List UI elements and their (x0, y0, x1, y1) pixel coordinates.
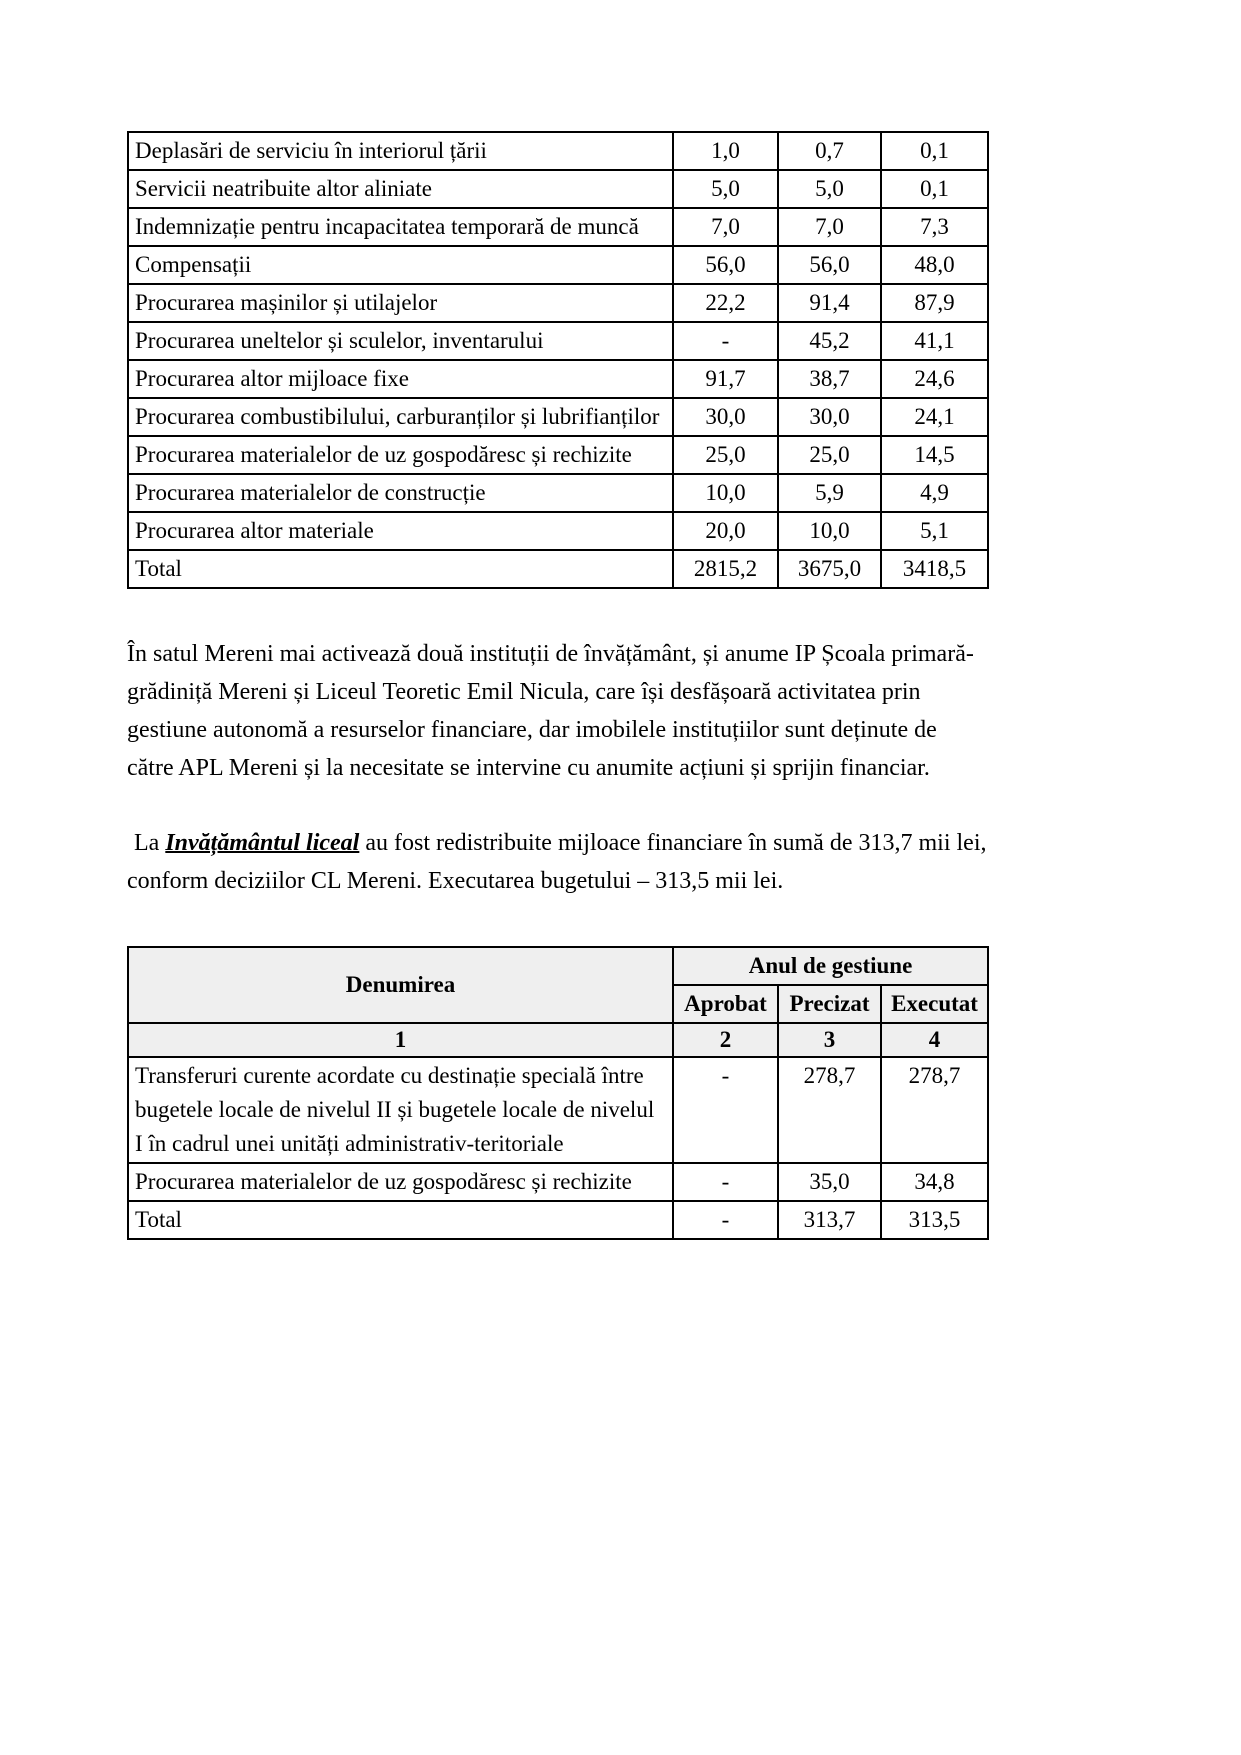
header-row-main (128, 947, 988, 985)
row-value: 5,9 (778, 474, 881, 512)
row-label: Total (128, 550, 673, 588)
table-row (128, 550, 988, 588)
budget-execution-table-body (128, 132, 988, 588)
row-value: 24,1 (881, 398, 988, 436)
row-value: 91,4 (778, 284, 881, 322)
row-value: - (673, 322, 778, 360)
emphasis-invatamantul-liceal: Invățământul liceal (165, 830, 360, 856)
liceal-transfers-table-header (128, 947, 988, 1057)
table-row (128, 436, 988, 474)
header-precizat: Precizat (778, 985, 881, 1023)
row-label: Procurarea altor materiale (128, 512, 673, 550)
index-col-2: 2 (673, 1023, 778, 1057)
row-value: 22,2 (673, 284, 778, 322)
row-value: 5,0 (778, 170, 881, 208)
index-col-3: 3 (778, 1023, 881, 1057)
header-row-index (128, 1023, 988, 1057)
row-value: 14,5 (881, 436, 988, 474)
row-label: Servicii neatribuite altor aliniate (128, 170, 673, 208)
row-value: 25,0 (673, 436, 778, 474)
table-row (128, 208, 988, 246)
row-label: Procurarea materialelor de construcție (128, 474, 673, 512)
header-denumirea: Denumirea (128, 947, 673, 1023)
paragraph-rest: au fost redistribuite mijloace financiare în sumă de 313,7 mii lei, conform deciziilor CL Mereni. Executarea bugetului – 313,5 mii lei. (127, 830, 987, 894)
table-row (128, 398, 988, 436)
table-row (128, 132, 988, 170)
row-value: 0,1 (881, 132, 988, 170)
table-row (128, 1163, 988, 1201)
row-value: 10,0 (673, 474, 778, 512)
table-row (128, 284, 988, 322)
row-label: Transferuri curente acordate cu destinație specială între bugetele locale de nivelul II și bugetele locale de nivelul I în cadrul unei unități administrativ-teritoriale (128, 1057, 673, 1163)
table-row (128, 1201, 988, 1239)
row-value: 91,7 (673, 360, 778, 398)
row-label: Procurarea mașinilor și utilajelor (128, 284, 673, 322)
row-value: 10,0 (778, 512, 881, 550)
row-value: - (673, 1057, 778, 1163)
liceal-transfers-table-body (128, 1057, 988, 1239)
liceal-transfers-table (127, 946, 989, 1240)
header-anul-de-gestiune: Anul de gestiune (673, 947, 988, 985)
paragraph-prefix: La (134, 830, 166, 856)
row-value: 3418,5 (881, 550, 988, 588)
index-col-1: 1 (128, 1023, 673, 1057)
row-label: Procurarea combustibilului, carburanților și lubrifianților (128, 398, 673, 436)
row-value: 1,0 (673, 132, 778, 170)
row-value: 41,1 (881, 322, 988, 360)
row-value: 34,8 (881, 1163, 988, 1201)
row-label: Deplasări de serviciu în interiorul țării (128, 132, 673, 170)
row-value: 56,0 (673, 246, 778, 284)
row-value: 24,6 (881, 360, 988, 398)
row-value: 4,9 (881, 474, 988, 512)
row-value: 20,0 (673, 512, 778, 550)
row-value: 38,7 (778, 360, 881, 398)
row-label: Total (128, 1201, 673, 1239)
table-row (128, 246, 988, 284)
index-col-4: 4 (881, 1023, 988, 1057)
budget-execution-table (127, 131, 989, 589)
table-row (128, 360, 988, 398)
table-row (128, 170, 988, 208)
row-label: Procurarea materialelor de uz gospodăresc și rechizite (128, 436, 673, 474)
row-value: 278,7 (881, 1057, 988, 1163)
row-value: 278,7 (778, 1057, 881, 1163)
row-value: 7,0 (778, 208, 881, 246)
header-executat: Executat (881, 985, 988, 1023)
table-row (128, 512, 988, 550)
table-row (128, 322, 988, 360)
row-value: 30,0 (778, 398, 881, 436)
row-label: Indemnizație pentru incapacitatea temporară de muncă (128, 208, 673, 246)
row-value: 45,2 (778, 322, 881, 360)
row-value: 5,1 (881, 512, 988, 550)
row-value: - (673, 1201, 778, 1239)
row-label: Procurarea altor mijloace fixe (128, 360, 673, 398)
row-value: 313,7 (778, 1201, 881, 1239)
row-value: 0,1 (881, 170, 988, 208)
row-value: 7,3 (881, 208, 988, 246)
page-content (127, 0, 987, 1240)
row-value: 3675,0 (778, 550, 881, 588)
row-value: 56,0 (778, 246, 881, 284)
row-label: Compensații (128, 246, 673, 284)
row-value: - (673, 1163, 778, 1201)
header-aprobat: Aprobat (673, 985, 778, 1023)
row-value: 5,0 (673, 170, 778, 208)
row-value: 30,0 (673, 398, 778, 436)
row-value: 2815,2 (673, 550, 778, 588)
paragraph-text: În satul Mereni mai activează două instituții de învățământ, și anume IP Școala primară-grădiniță Mereni și Liceul Teoretic Emil Nicula, care își desfășoară activitatea prin gestiune autonomă a resurselor financiare, dar imobilele instituțiilor sunt deținute de către APL Mereni și la necesitate se intervine cu anumite acțiuni și sprijin financiar. (127, 641, 974, 781)
row-value: 7,0 (673, 208, 778, 246)
row-value: 25,0 (778, 436, 881, 474)
row-label: Procurarea materialelor de uz gospodăresc și rechizite (128, 1163, 673, 1201)
row-value: 313,5 (881, 1201, 988, 1239)
row-value: 48,0 (881, 246, 988, 284)
table-row (128, 474, 988, 512)
paragraph-liceal-redistribution (127, 824, 987, 900)
table-row (128, 1057, 988, 1163)
row-label: Procurarea uneltelor și sculelor, inventarului (128, 322, 673, 360)
paragraph-mereni-institutions (127, 635, 987, 787)
row-value: 87,9 (881, 284, 988, 322)
row-value: 0,7 (778, 132, 881, 170)
row-value: 35,0 (778, 1163, 881, 1201)
